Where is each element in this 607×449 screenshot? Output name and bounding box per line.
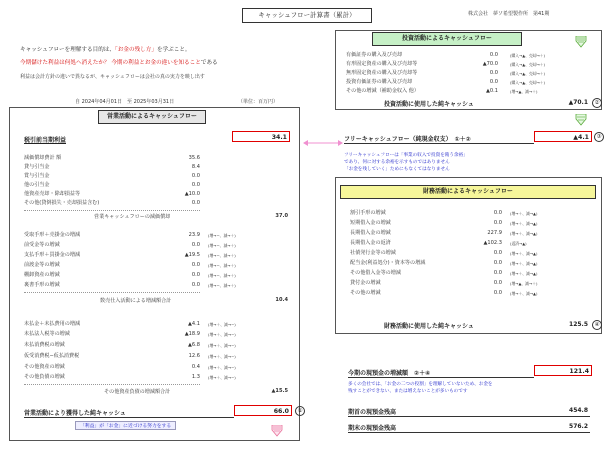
- op-row-2: 貸与引当金 8.4: [24, 164, 200, 170]
- circle-2-marker: ②: [592, 98, 602, 108]
- inv-row-1: 有価証券の購入及び売却 0.0: [346, 52, 498, 58]
- investing-down-arrow-icon: [575, 111, 587, 121]
- op-row3-6: その他負債の増減 1.3: [24, 374, 200, 380]
- fin-row-5: 社債発行金等の増減 0.0: [350, 250, 502, 256]
- fin-note-4: (返済→▲): [510, 241, 527, 246]
- investing-hatch-icon: [575, 33, 587, 43]
- inv-total-value: ▲70.1: [568, 99, 588, 106]
- op-subtotal-3-label: その他資産負債の増減額合計: [104, 389, 171, 395]
- op-row-3: 賞与引当金 0.0: [24, 173, 200, 179]
- circle-3-marker: ③: [594, 132, 604, 142]
- fin-row-1: 割引手形の増減 0.0: [350, 210, 502, 216]
- fin-note-6: (増→＋、減→▲): [510, 261, 538, 266]
- op-note3-3: (増→＋、減→−): [208, 343, 236, 348]
- op-note2-4: (増→−、減→＋): [208, 263, 236, 268]
- closing-cash-label: 期末の現預金残高: [348, 425, 397, 432]
- op-row2-1: 受取手形＋売掛金の増減 23.9: [24, 232, 200, 238]
- fin-row-3: 長期借入金の増減 227.9: [350, 230, 502, 236]
- op-subtotal-1-value: 37.0: [275, 213, 288, 219]
- unit-label: （単位：百万円）: [238, 99, 279, 105]
- inv-row-2: 有形固定資産の購入及び売却等 ▲70.0: [346, 61, 498, 67]
- pretax-label: 税引前当期利益: [24, 137, 67, 144]
- fcf-label: フリーキャッシュフロー（純現金収支） ①＋②: [344, 136, 471, 143]
- op-row-4: 他の引当金 0.0: [24, 182, 200, 188]
- inv-note-3: (購入→▲、売却→＋): [510, 71, 546, 76]
- period-label: 自 2024年04月01日 至 2025年03月31日: [75, 99, 175, 105]
- op-subtotal-3-value: ▲15.5: [271, 388, 288, 394]
- op-row3-4: 仮受消費税−仮払消費税 12.6: [24, 353, 200, 359]
- op-note3-4: (増→＋、減→−): [208, 354, 236, 359]
- op-row-1: 減価償却費計 額 35.6: [24, 155, 200, 161]
- op-row-5: 他資産売却・除却損益等 ▲10.0: [24, 191, 200, 197]
- inv-row-4: 投資有価証券の購入及び売却 0.0: [346, 79, 498, 85]
- pretax-value: 34.1: [232, 131, 290, 142]
- op-row2-5: 棚卸資産の増減 0.0: [24, 272, 200, 278]
- op-subtotal-2-value: 10.4: [275, 297, 288, 303]
- inv-note-1: (購入→▲、売却→＋): [510, 53, 546, 58]
- fcf-underline: [344, 143, 534, 144]
- op-subtotal-2-label: 数売仕入活動による増減額合計: [100, 298, 172, 304]
- fcf-value: ▲4.1: [534, 131, 592, 142]
- op-note3-5: (増→＋、減→−): [208, 365, 236, 370]
- intro-line-2: 今期儲けた利益は何処へ消えたか？ 今期の利益とお金の違いを知ることである: [20, 60, 218, 66]
- fin-note-9: (増→＋、減→▲): [510, 291, 538, 296]
- circle-1-marker: ①: [295, 406, 305, 416]
- investing-header: 投資活動によるキャッシュフロー: [372, 32, 522, 46]
- op-note2-5: (増→−、減→＋): [208, 273, 236, 278]
- op-total-label: 営業活動により獲得した純キャッシュ: [24, 410, 126, 417]
- cash-change-label: 今期の現預金の増減額 ②＋④: [348, 370, 431, 377]
- fin-row-6: 配当金(利益処分)・資本等の増減 0.0: [350, 260, 502, 266]
- cash-change-note-1: 多くの会社では、「お金の二つの役割」を理解していないため、お金を: [348, 382, 493, 387]
- fin-row-2: 短期借入金の増減 0.0: [350, 220, 502, 226]
- op-note3-2: (増→＋、減→−): [208, 332, 236, 337]
- intro-line-3: 利益は会計方針の違いで異なるが、キャッシュフローは会社の真の実力を映し出す: [20, 74, 205, 80]
- circle-4-marker: ④: [592, 320, 602, 330]
- opening-cash-value: 454.8: [569, 407, 588, 414]
- inv-row-3: 無形固定資産の購入及び売却等 0.0: [346, 70, 498, 76]
- op-note2-2: (増→−、減→＋): [208, 243, 236, 248]
- fin-note-8: (増→▲、減→＋): [510, 281, 538, 286]
- opening-cash-underline: [348, 416, 590, 417]
- op-row3-1: 未払金＋未払費用の増減 ▲4.1: [24, 321, 200, 327]
- fin-note-3: (増→＋、減→▲): [510, 231, 538, 236]
- intro-line-1: キャッシュフローを理解する目的は、「お金の残し方」を学ぶこと。: [20, 47, 191, 53]
- inv-row-5: その他の増減（補助金収入 他） ▲0.1: [346, 88, 498, 94]
- inv-total-label: 投資活動に使用した純キャッシュ: [384, 101, 474, 108]
- op-divider-1: [24, 210, 200, 211]
- op-row2-6: 裏書手形の増減 0.0: [24, 282, 200, 288]
- operating-header: 営業活動によるキャッシュフロー: [98, 110, 206, 124]
- op-divider-2: [24, 292, 200, 293]
- fin-row-8: 貸付金の増減 0.0: [350, 280, 502, 286]
- op-row3-3: 未払消費税の増減 ▲6.8: [24, 342, 200, 348]
- op-row-6: その他(貸倒損失・売却損益含む) 0.0: [24, 200, 200, 206]
- op-row2-2: 前受金等の増減 0.0: [24, 242, 200, 248]
- down-arrow-hatch-icon: [271, 422, 283, 432]
- double-arrow-icon: [303, 132, 343, 151]
- op-total-underline: [24, 417, 234, 418]
- fin-note-1: (増→＋、減→▲): [510, 211, 538, 216]
- fin-note-7: (増→＋、減→▲): [510, 271, 538, 276]
- fcf-note-1: フリーキャッシュフローは「事業の収入で投資を賄う余裕」: [344, 153, 468, 158]
- company-name: 株式会社 夢ソ希望製作所 第41期: [468, 11, 550, 17]
- op-note3-1: (増→＋、減→−): [208, 322, 236, 327]
- op-total-value: 66.0: [234, 405, 292, 416]
- fin-total-value: 125.5: [569, 321, 588, 328]
- cash-change-underline: [348, 377, 534, 378]
- op-row2-3: 支払手形＋買掛金の増減 ▲19.5: [24, 252, 200, 258]
- inv-note-2: (購入→▲、売却→＋): [510, 62, 546, 67]
- fin-row-4: 長期借入金の返済 ▲102.3: [350, 240, 502, 246]
- inv-note-5: (増→▲、減→＋): [510, 89, 538, 94]
- op-note2-1: (増→−、減→＋): [208, 233, 236, 238]
- op-subtotal-1-label: 営業キャッシュフローの減価償却: [94, 214, 171, 220]
- cash-change-value: 121.4: [534, 365, 592, 376]
- page-title: キャッシュフロー計算書（累計）: [242, 8, 372, 23]
- op-note2-3: (増→−、減→＋): [208, 253, 236, 258]
- fcf-note-3: 「お金を残していく」ためにもなくてはなりません: [344, 167, 450, 172]
- fin-total-label: 財務活動に使用した純キャッシュ: [384, 323, 474, 330]
- closing-cash-value: 576.2: [569, 423, 588, 430]
- op-note3-6: (増→＋、減→−): [208, 375, 236, 380]
- op-divider-3: [24, 384, 200, 385]
- closing-cash-underline: [348, 432, 590, 433]
- op-footer-note: 「利益」が「お金」に近づける努力をする: [75, 421, 176, 430]
- inv-note-4: (購入→▲、売却→＋): [510, 80, 546, 85]
- fin-note-5: (増→＋、減→▲): [510, 251, 538, 256]
- fcf-note-2: であり、何に対する余裕を示すものではありません: [344, 160, 450, 165]
- financing-header: 財務活動によるキャッシュフロー: [340, 185, 596, 199]
- fin-note-2: (増→＋、減→▲): [510, 221, 538, 226]
- op-row2-4: 前渡金等の増減 0.0: [24, 262, 200, 268]
- fin-row-9: その他の増減 0.0: [350, 290, 502, 296]
- fin-row-7: その他借入金等の増減 0.0: [350, 270, 502, 276]
- op-note2-6: (増→−、減→＋): [208, 283, 236, 288]
- op-row3-5: その他資産の増減 0.4: [24, 364, 200, 370]
- opening-cash-label: 期首の現預金残高: [348, 409, 397, 416]
- cash-change-note-2: 残すことができない、または増えないことが多いものです: [348, 389, 468, 394]
- op-row3-2: 未払法人税等の増減 ▲18.9: [24, 331, 200, 337]
